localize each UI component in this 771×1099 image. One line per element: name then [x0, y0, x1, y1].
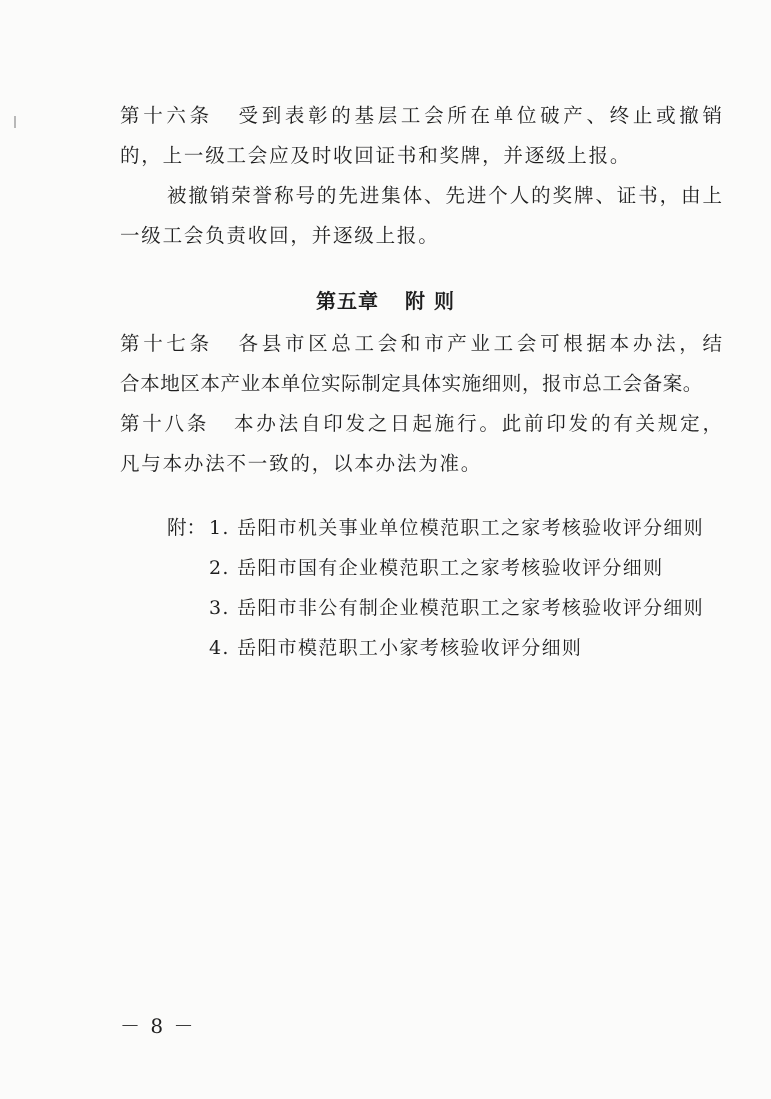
article-16-para-2-line-1: 被撤销荣誉称号的先进集体、先进个人的奖牌、证书，由上 [167, 184, 722, 207]
attachments-label: 附： [167, 516, 207, 539]
attachment-item: 4. 岳阳市模范职工小家考核验收评分细则 [209, 637, 583, 659]
article-16-line-2: 的，上一级工会应及时收回证书和奖牌，并逐级上报。 [120, 144, 632, 167]
article-18-line-2: 凡与本办法不一致的，以本办法为准。 [120, 452, 483, 475]
article-18-text-1: 本办法自印发之日起施行。此前印发的有关规定， [231, 412, 722, 435]
article-16-label: 第十六条 [120, 104, 213, 127]
article-16-line-1 [120, 101, 722, 131]
scan-mark [14, 116, 16, 128]
article-17-line-2: 合本地区本产业本单位实际制定具体实施细则，报市总工会备案。 [120, 372, 703, 395]
article-16-text-1: 受到表彰的基层工会所在单位破产、终止或撤销 [234, 104, 722, 127]
chapter-number: 第五章 [316, 289, 380, 313]
chapter-heading [0, 285, 771, 317]
article-17-text-1: 各县市区总工会和市产业工会可根据本办法，结 [234, 332, 722, 355]
article-17-label: 第十七条 [120, 332, 213, 355]
attachment-item: 2. 岳阳市国有企业模范职工之家考核验收评分细则 [209, 557, 664, 579]
article-17-line-1 [120, 329, 722, 359]
attachment-item: 3. 岳阳市非公有制企业模范职工之家考核验收评分细则 [209, 597, 704, 619]
article-18-line-1 [120, 409, 722, 439]
chapter-name: 附 则 [405, 289, 455, 313]
article-18-label: 第十八条 [120, 412, 210, 435]
article-16-para-2-line-2: 一级工会负责收回，并逐级上报。 [120, 224, 440, 247]
attachment-item: 1. 岳阳市机关事业单位模范职工之家考核验收评分细则 [209, 517, 704, 539]
page-number: － 8 － [120, 1014, 196, 1038]
